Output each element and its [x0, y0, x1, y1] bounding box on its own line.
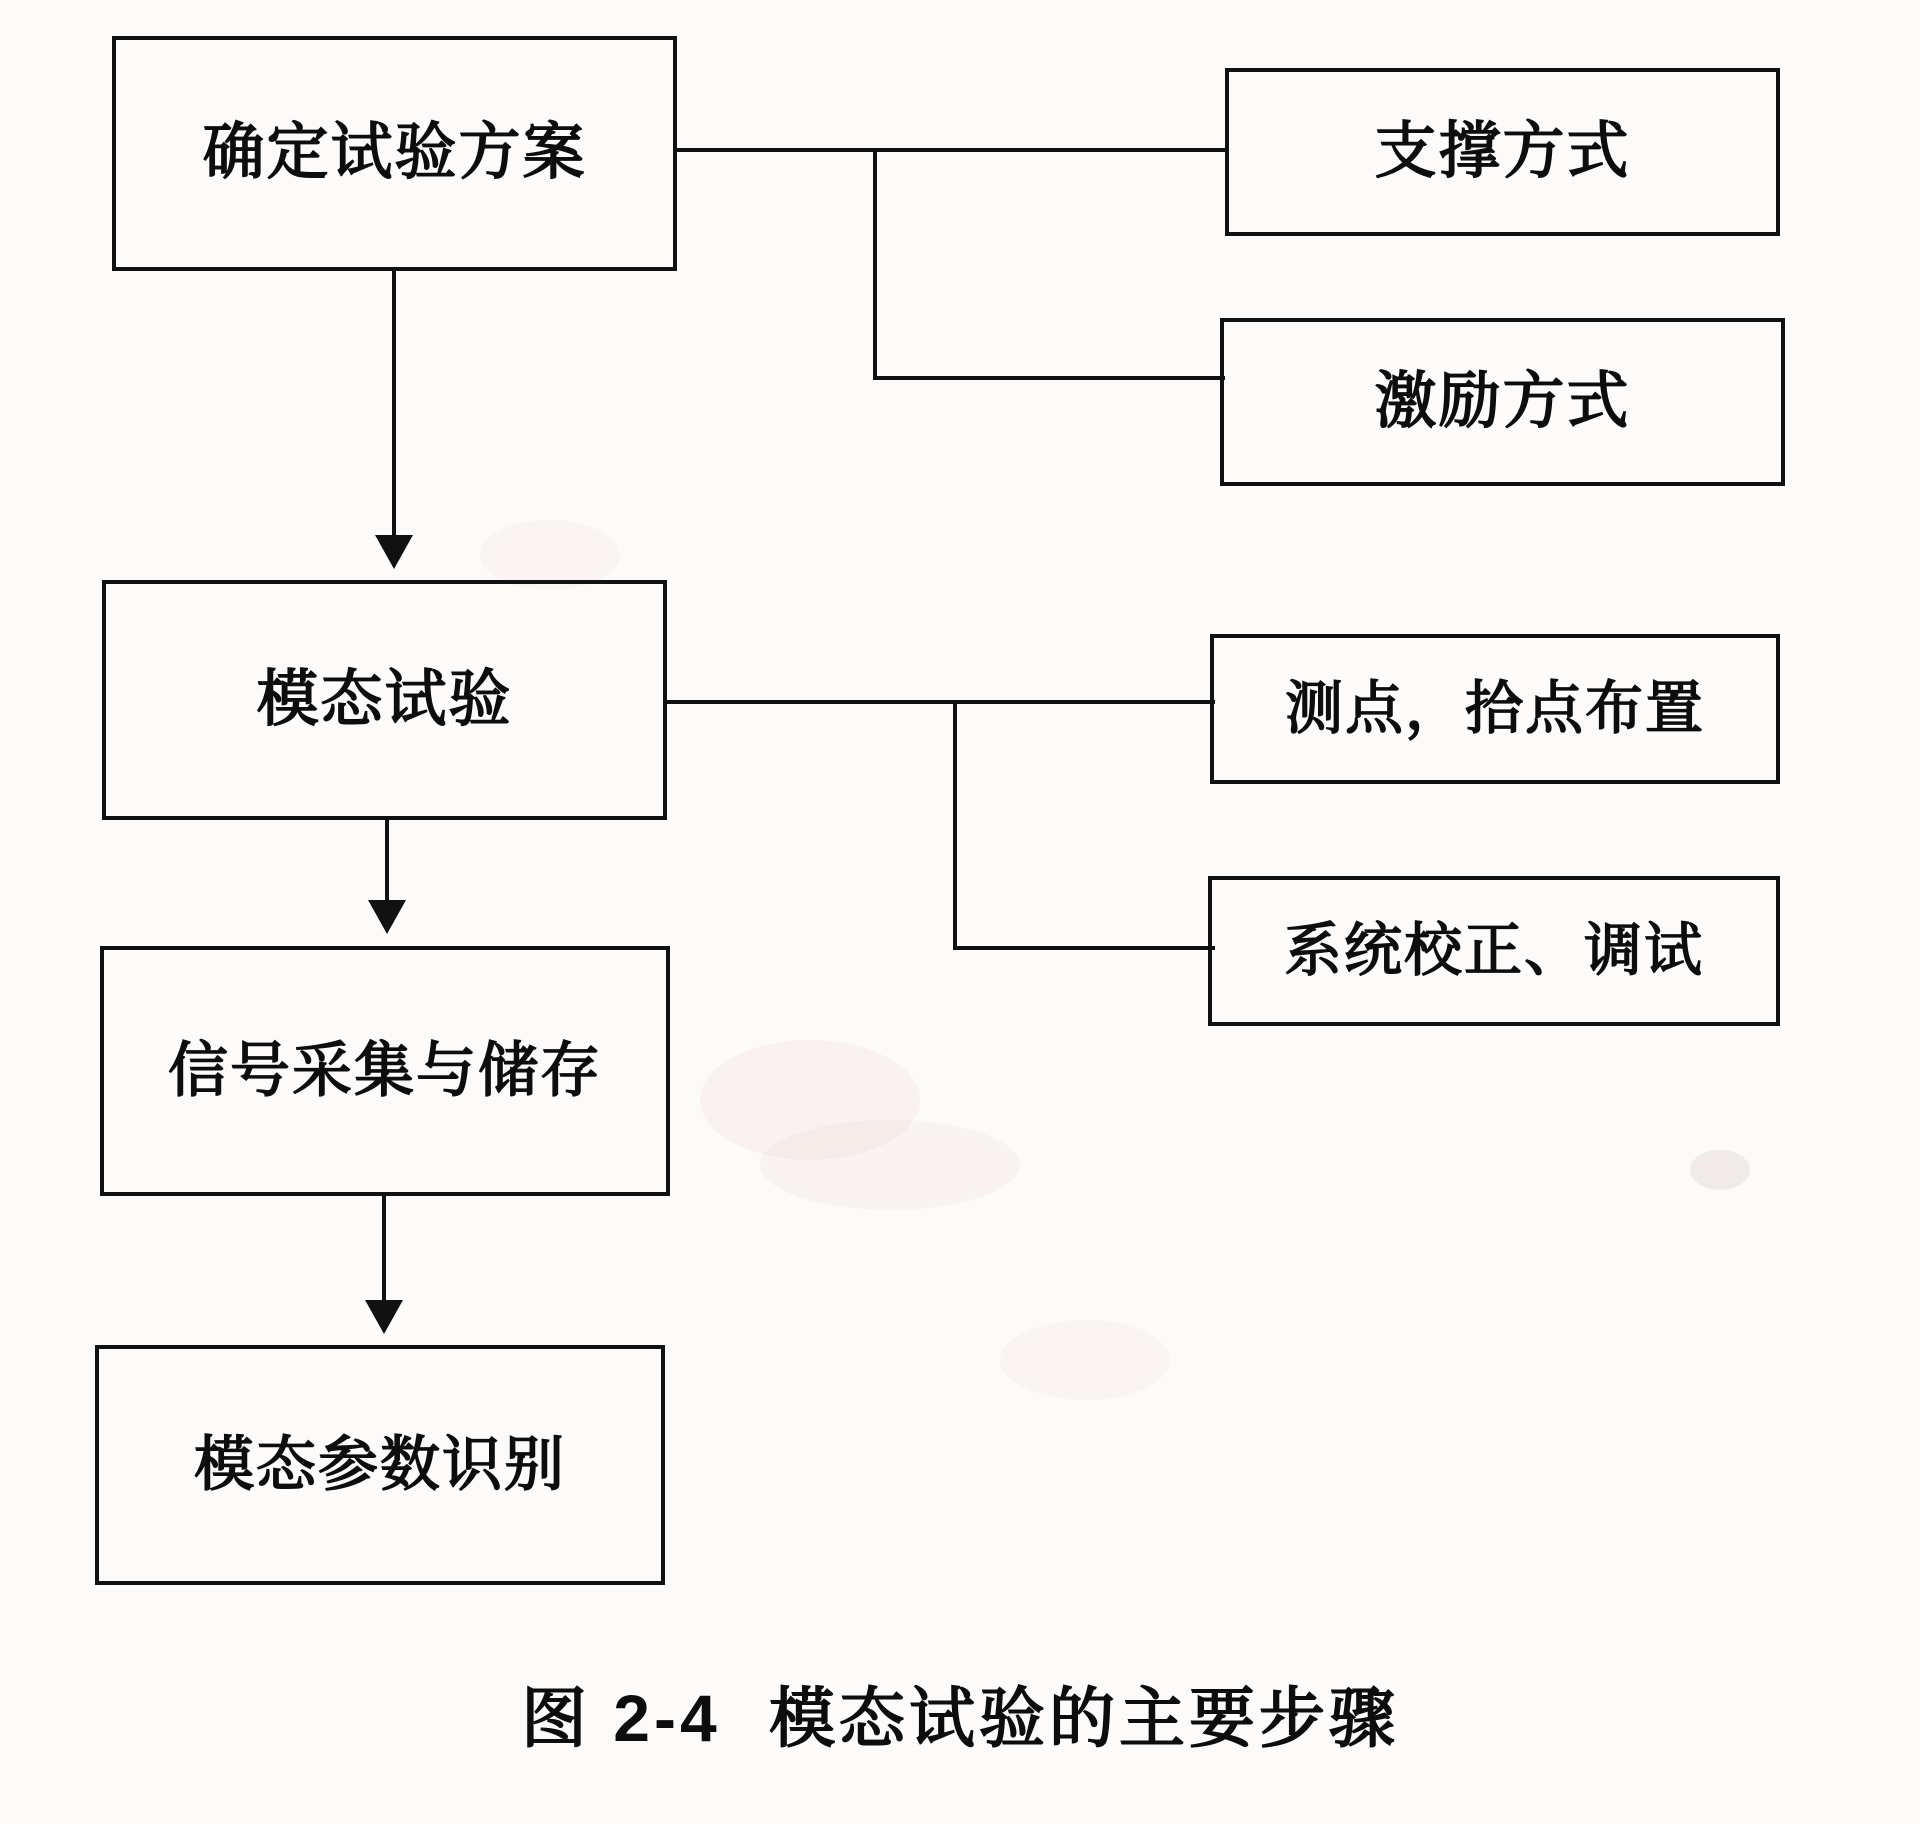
paper-blotch [1690, 1150, 1750, 1190]
figure-caption [0, 1665, 1920, 1760]
arrowhead-plan-to-modaltest [375, 535, 413, 569]
connector-plan-to-modaltest [392, 271, 396, 543]
node-label: 模态试验 [256, 664, 513, 734]
connector-plan-to-support [873, 148, 1229, 152]
node-determine-test-plan[interactable] [112, 36, 677, 271]
node-label: 信号采集与储存 [168, 1037, 602, 1104]
arrowhead-modaltest-to-acquire [368, 900, 406, 934]
paper-blotch [760, 1120, 1020, 1210]
node-label: 模态参数识别 [194, 1431, 566, 1498]
connector-acquire-to-identify [382, 1196, 386, 1314]
node-modal-parameter-identification[interactable] [95, 1345, 665, 1585]
node-label: 测点，拾点布置 [1284, 676, 1705, 742]
node-measurement-pickup-layout[interactable] [1210, 634, 1780, 784]
arrowhead-acquire-to-identify [365, 1300, 403, 1334]
connector-modaltest-to-points [953, 700, 1215, 704]
figure-caption-title: 模态试验的主要步骤 [769, 1681, 1400, 1755]
node-label: 系统校正、调试 [1283, 918, 1704, 984]
connector-modaltest-branch-stub [667, 700, 957, 704]
node-excitation-method[interactable] [1220, 318, 1785, 486]
connector-plan-to-excite [873, 376, 1225, 380]
paper-blotch [700, 1040, 920, 1160]
figure-caption-number: 图 2-4 [520, 1681, 721, 1755]
connector-plan-branch-stub [677, 148, 877, 152]
node-system-calibration-debug[interactable] [1208, 876, 1780, 1026]
connector-modaltest-branch-trunk [953, 700, 957, 950]
node-label: 确定试验方案 [202, 118, 587, 188]
node-label: 支撑方式 [1374, 116, 1631, 186]
node-label: 激励方式 [1374, 366, 1631, 436]
node-signal-acquisition-storage[interactable] [100, 946, 670, 1196]
node-support-method[interactable] [1225, 68, 1780, 236]
paper-blotch [1000, 1320, 1170, 1400]
connector-modaltest-to-calib [953, 946, 1215, 950]
connector-modaltest-to-acquire [385, 820, 389, 910]
node-modal-test[interactable] [102, 580, 667, 820]
connector-plan-branch-trunk [873, 148, 877, 380]
